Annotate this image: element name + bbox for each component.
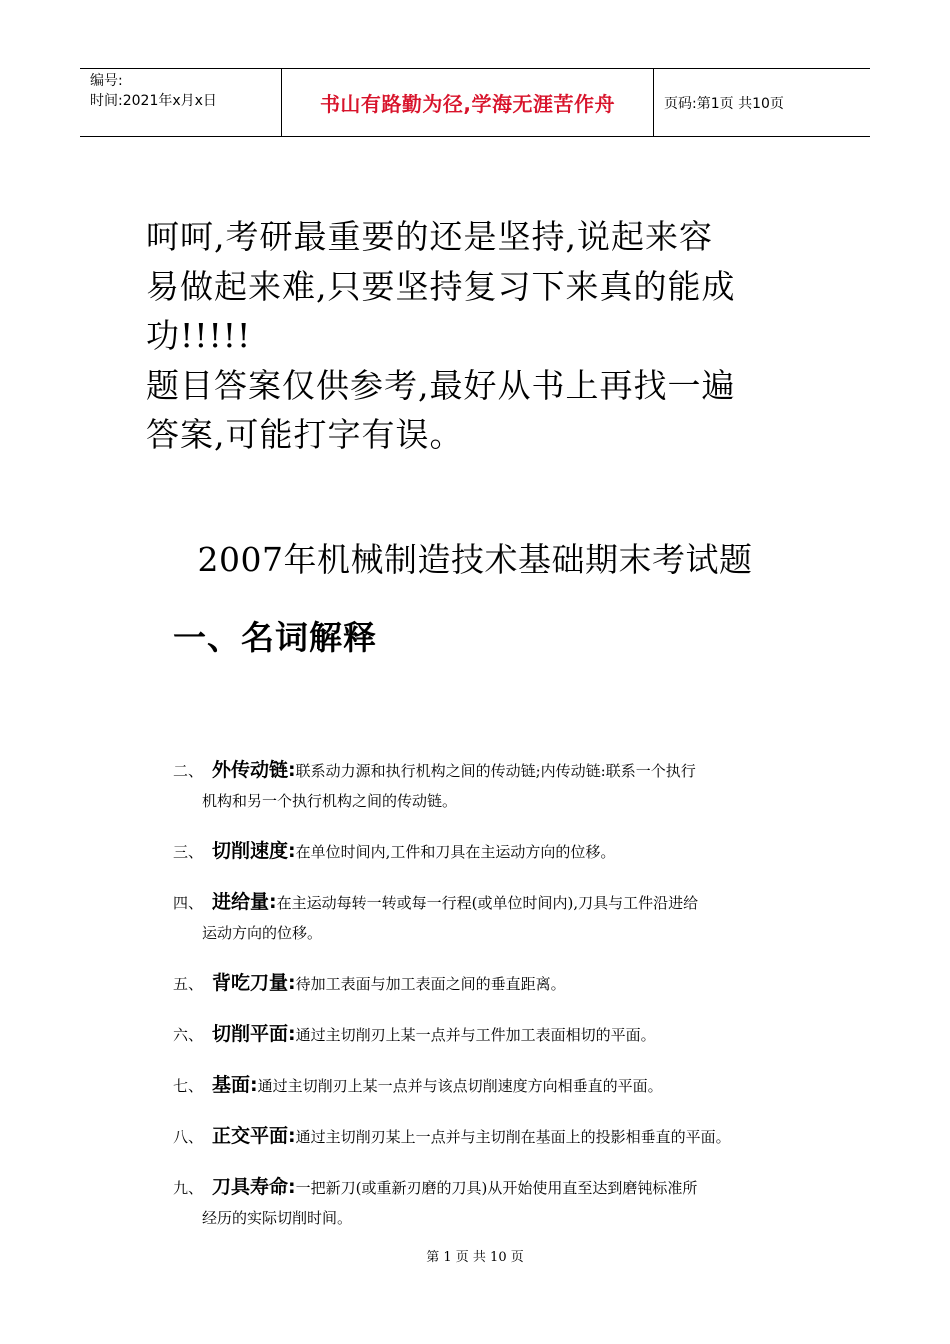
item-term: 刀具寿命: <box>212 1176 296 1198</box>
definition-item <box>173 968 813 999</box>
item-number: 二、 <box>173 762 204 780</box>
definition-item <box>173 755 813 816</box>
item-text: 待加工表面与加工表面之间的垂直距离。 <box>295 975 566 993</box>
intro-line: 答案,可能打字有误。 <box>146 415 464 454</box>
definition-item <box>173 887 813 948</box>
definition-item <box>173 1019 813 1050</box>
item-text-continued: 运动方向的位移。 <box>202 924 323 942</box>
item-number: 八、 <box>173 1128 204 1146</box>
number-label: 编号: <box>90 73 123 89</box>
item-text: 在单位时间内,工件和刀具在主运动方向的位移。 <box>295 843 616 861</box>
time-label: 时间:2021年x月x日 <box>90 93 217 109</box>
item-number: 五、 <box>173 975 204 993</box>
item-term: 进给量: <box>212 891 277 913</box>
motto-text: 书山有路勤为径,学海无涯苦作舟 <box>319 92 616 116</box>
intro-line: 呵呵,考研最重要的还是坚持,说起来容 <box>146 217 713 256</box>
item-text: 通过主切削刃上某一点并与该点切削速度方向相垂直的平面。 <box>257 1077 663 1095</box>
item-text: 一把新刀(或重新刃磨的刀具)从开始使用直至达到磨钝标准所 <box>295 1179 698 1197</box>
item-text: 联系动力源和执行机构之间的传动链;内传动链:联系一个执行 <box>295 762 696 780</box>
definition-list <box>173 755 813 1233</box>
item-number: 七、 <box>173 1077 204 1095</box>
header-meta <box>80 69 282 136</box>
header-motto-cell <box>282 69 654 136</box>
item-term: 基面: <box>212 1074 258 1096</box>
definition-item <box>173 1070 813 1101</box>
item-text: 通过主切削刃上某一点并与工件加工表面相切的平面。 <box>295 1026 656 1044</box>
item-term: 正交平面: <box>212 1125 296 1147</box>
intro-paragraph <box>146 212 826 460</box>
item-text: 通过主切削刃某上一点并与主切削在基面上的投影相垂直的平面。 <box>295 1128 731 1146</box>
item-term: 外传动链: <box>212 759 296 781</box>
item-text-continued: 机构和另一个执行机构之间的传动链。 <box>202 792 458 810</box>
definition-item <box>173 1172 813 1233</box>
item-number: 九、 <box>173 1179 204 1197</box>
page-header <box>80 68 870 137</box>
intro-line: 易做起来难,只要坚持复习下来真的能成 <box>146 266 736 306</box>
item-term: 背吃刀量: <box>212 972 296 994</box>
item-text: 在主运动每转一转或每一行程(或单位时间内),刀具与工件沿进给 <box>276 894 699 912</box>
page-info-text: 页码:第1页 共10页 <box>664 95 784 112</box>
item-term: 切削速度: <box>212 840 296 862</box>
item-number: 四、 <box>173 894 204 912</box>
item-text-continued: 经历的实际切削时间。 <box>202 1209 353 1227</box>
intro-line: 题目答案仅供参考,最好从书上再找一遍 <box>146 365 736 405</box>
definition-item <box>173 836 813 867</box>
section-title: 一、名词解释 <box>173 618 377 657</box>
exam-title: 2007年机械制造技术基础期末考试题 <box>197 540 753 579</box>
definition-item <box>173 1121 813 1152</box>
item-number: 六、 <box>173 1026 204 1044</box>
page-footer: 第 1 页 共 10 页 <box>426 1250 524 1265</box>
item-term: 切削平面: <box>212 1023 296 1045</box>
header-page-info <box>654 69 870 136</box>
item-number: 三、 <box>173 843 204 861</box>
intro-line: 功!!!!! <box>146 316 252 355</box>
